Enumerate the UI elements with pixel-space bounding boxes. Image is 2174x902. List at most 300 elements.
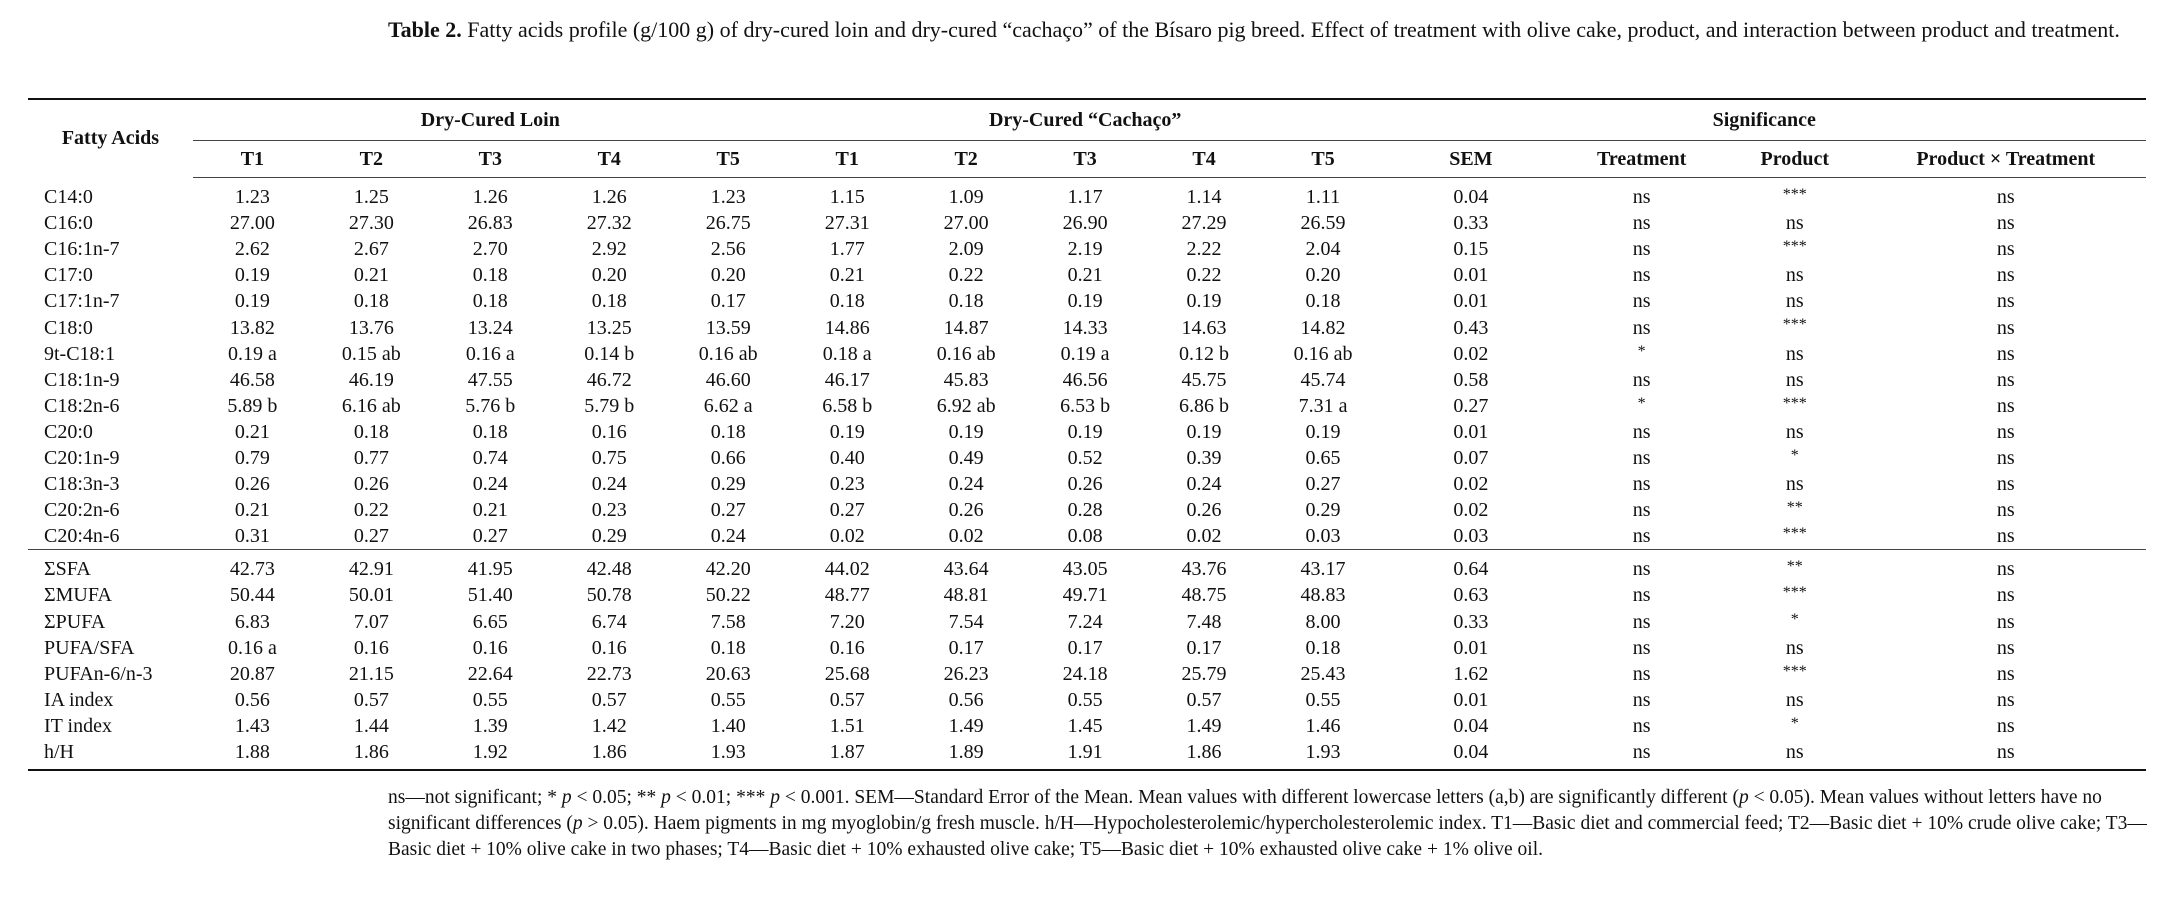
table-cell: 0.24 bbox=[710, 525, 746, 548]
column-header: T5 bbox=[1264, 141, 1383, 178]
table-row bbox=[28, 178, 2146, 211]
table-cell: 50.78 bbox=[586, 584, 632, 607]
table-cell: 0.26 bbox=[234, 473, 270, 496]
table-cell: ** bbox=[1724, 550, 1865, 583]
table-cell: 0.31 bbox=[234, 525, 270, 548]
table-cell: 2.09 bbox=[948, 238, 984, 261]
table-cell: 6.53 b bbox=[1060, 394, 1111, 417]
table-cell: ns bbox=[1559, 739, 1724, 770]
table-cell: 0.19 bbox=[234, 264, 270, 287]
table-cell: 0.28 bbox=[1067, 499, 1103, 522]
table-cell: ns bbox=[1785, 688, 1804, 711]
table-cell: *** bbox=[1782, 186, 1807, 203]
table-cell: 13.82 bbox=[229, 316, 275, 339]
table-cell: 0.03 bbox=[1305, 525, 1341, 548]
table-cell: 2.56 bbox=[710, 238, 746, 261]
caption-text: Fatty acids profile (g/100 g) of dry-cured loin and dry-cured “cachaço” of the Bísaro pig breed. Effect of treatment with olive cake, product, and interaction between product and treatment. bbox=[467, 17, 2120, 42]
table-cell: 0.02 bbox=[1186, 525, 1222, 548]
table-cell: 0.52 bbox=[1067, 446, 1103, 469]
table-cell: 7.58 bbox=[710, 610, 746, 633]
table-cell: 0.19 bbox=[1067, 290, 1103, 313]
table-row bbox=[28, 582, 2146, 608]
footnote-text: < 0.05). Mean values without letters have no significant differences ( bbox=[388, 787, 2102, 834]
table-cell: 0.02 bbox=[948, 525, 984, 548]
table-cell: ns bbox=[1632, 714, 1651, 737]
table-cell: 0.27 bbox=[472, 525, 508, 548]
table-cell: 0.18 bbox=[472, 420, 508, 443]
table-cell: 0.16 bbox=[591, 636, 627, 659]
table-row bbox=[28, 314, 2146, 340]
table-cell: 6.92 ab bbox=[936, 394, 996, 417]
table-cell: 1.92 bbox=[431, 739, 550, 770]
table-cell: 2.92 bbox=[591, 238, 627, 261]
table-cell: 7.07 bbox=[353, 610, 389, 633]
table-cell: ns bbox=[1632, 264, 1651, 287]
table-cell: 0.16 bbox=[591, 420, 627, 443]
table-cell: ns bbox=[1996, 662, 2015, 685]
row-label: 9t-C18:1 bbox=[44, 342, 116, 365]
table-cell: 0.18 bbox=[353, 290, 389, 313]
column-header: T4 bbox=[1145, 141, 1264, 178]
table-cell: 0.04 bbox=[1453, 714, 1489, 737]
table-cell: 43.76 bbox=[1145, 550, 1264, 583]
table-cell: 1.86 bbox=[550, 739, 669, 770]
row-label: ΣPUFA bbox=[44, 610, 106, 633]
table-cell: 0.57 bbox=[591, 688, 627, 711]
table-cell: 14.87 bbox=[943, 316, 989, 339]
table-cell: 0.02 bbox=[829, 525, 865, 548]
table-cell: 0.01 bbox=[1453, 636, 1489, 659]
table-cell: 1.26 bbox=[591, 186, 627, 209]
table-cell: 22.73 bbox=[586, 662, 632, 685]
table-cell: 46.19 bbox=[348, 368, 394, 391]
table-cell: 0.01 bbox=[1453, 420, 1489, 443]
table-cell: 48.75 bbox=[1181, 584, 1227, 607]
table-cell: 6.62 a bbox=[703, 394, 753, 417]
table-body bbox=[28, 178, 2146, 771]
table-cell: 0.16 ab bbox=[936, 342, 996, 365]
table-cell: 0.18 bbox=[948, 290, 984, 313]
table-cell: 48.77 bbox=[824, 584, 870, 607]
table-cell: * bbox=[1790, 446, 1799, 464]
table-cell: 1.17 bbox=[1067, 186, 1103, 209]
footnote-text: < 0.05; ** bbox=[571, 787, 662, 808]
footnote-text: < 0.001. SEM—Standard Error of the Mean. Mean values with different lowercase letters (a,b) are significantly different ( bbox=[779, 787, 1739, 808]
row-label: IT index bbox=[44, 714, 112, 737]
table-cell: 0.20 bbox=[710, 264, 746, 287]
table-cell: 7.48 bbox=[1186, 610, 1222, 633]
table-cell: 27.32 bbox=[586, 212, 632, 235]
table-cell: 1.39 bbox=[472, 714, 508, 737]
table-cell: ns bbox=[1632, 186, 1651, 209]
table-cell: ns bbox=[1785, 636, 1804, 659]
table-cell: ns bbox=[1632, 473, 1651, 496]
table-cell: 7.54 bbox=[948, 610, 984, 633]
table-cell: 0.16 bbox=[472, 636, 508, 659]
table-cell: ns bbox=[1559, 550, 1724, 583]
table-cell: 0.18 bbox=[710, 420, 746, 443]
row-label: C18:1n-9 bbox=[44, 368, 120, 391]
table-cell: 0.18 bbox=[472, 290, 508, 313]
fatty-acids-table bbox=[28, 98, 2146, 771]
table-cell: ns bbox=[1785, 290, 1804, 313]
table-cell: 1.11 bbox=[1305, 186, 1341, 209]
table-cell: 1.09 bbox=[948, 186, 984, 209]
table-cell: 0.40 bbox=[829, 446, 865, 469]
table-cell: ns bbox=[1996, 394, 2015, 417]
table-cell: 1.42 bbox=[591, 714, 627, 737]
table-cell: 1.91 bbox=[1026, 739, 1145, 770]
table-cell: ns bbox=[1785, 264, 1804, 287]
table-cell: ns bbox=[1632, 420, 1651, 443]
table-cell: 0.27 bbox=[353, 525, 389, 548]
table-cell: 2.22 bbox=[1186, 238, 1222, 261]
table-cell: 48.83 bbox=[1300, 584, 1346, 607]
table-cell: 27.30 bbox=[348, 212, 394, 235]
table-cell: 45.83 bbox=[943, 368, 989, 391]
table-cell: 7.31 a bbox=[1298, 394, 1348, 417]
header-fatty-acids: Fatty Acids bbox=[28, 99, 193, 178]
table-cell: 26.75 bbox=[705, 212, 751, 235]
table-cell: 0.22 bbox=[1186, 264, 1222, 287]
table-cell: 0.15 ab bbox=[341, 342, 401, 365]
table-cell: 14.86 bbox=[824, 316, 870, 339]
table-cell: 25.68 bbox=[824, 662, 870, 685]
table-cell: 0.19 a bbox=[1060, 342, 1110, 365]
table-cell: 1.26 bbox=[472, 186, 508, 209]
table-cell: ns bbox=[1632, 212, 1651, 235]
table-cell: 0.33 bbox=[1453, 212, 1489, 235]
table-cell: 0.39 bbox=[1186, 446, 1222, 469]
table-cell: 2.70 bbox=[472, 238, 508, 261]
table-cell: 0.55 bbox=[1305, 688, 1341, 711]
table-cell: 51.40 bbox=[467, 584, 513, 607]
table-cell: 1.40 bbox=[710, 714, 746, 737]
table-cell: 0.19 bbox=[1186, 420, 1222, 443]
table-row bbox=[28, 367, 2146, 393]
table-cell: 0.17 bbox=[710, 290, 746, 313]
table-cell: 27.29 bbox=[1181, 212, 1227, 235]
table-row bbox=[28, 497, 2146, 523]
row-label: ΣSFA bbox=[28, 550, 193, 583]
row-label: C20:1n-9 bbox=[44, 446, 120, 469]
table-cell: ns bbox=[1632, 636, 1651, 659]
table-row bbox=[28, 635, 2146, 661]
table-cell: 0.18 a bbox=[822, 342, 872, 365]
column-header: T3 bbox=[1026, 141, 1145, 178]
table-cell: 0.27 bbox=[829, 499, 865, 522]
row-label: C20:2n-6 bbox=[44, 499, 120, 522]
table-cell: 0.18 bbox=[353, 420, 389, 443]
table-cell: 0.07 bbox=[1453, 446, 1489, 469]
table-cell: 0.18 bbox=[1305, 636, 1341, 659]
row-label: C17:1n-7 bbox=[44, 290, 120, 313]
table-cell: 0.58 bbox=[1453, 368, 1489, 391]
header-group-dry-cured-cachaco: Dry-Cured “Cachaço” bbox=[788, 99, 1383, 141]
table-cell: 0.79 bbox=[234, 446, 270, 469]
table-cell: 0.26 bbox=[1067, 473, 1103, 496]
table-cell: 0.19 bbox=[1186, 290, 1222, 313]
table-cell: 0.63 bbox=[1453, 584, 1489, 607]
table-cell: 0.17 bbox=[948, 636, 984, 659]
table-cell: 0.12 b bbox=[1179, 342, 1230, 365]
table-cell: 0.20 bbox=[1305, 264, 1341, 287]
table-cell: 0.04 bbox=[1383, 739, 1560, 770]
table-row bbox=[28, 471, 2146, 497]
table-cell: ns bbox=[1632, 368, 1651, 391]
table-cell: ns bbox=[1632, 290, 1651, 313]
table-cell: 27.31 bbox=[824, 212, 870, 235]
table-cell: 1.89 bbox=[907, 739, 1026, 770]
table-cell: ns bbox=[1996, 714, 2015, 737]
table-cell: 50.22 bbox=[705, 584, 751, 607]
table-cell: ns bbox=[1632, 316, 1651, 339]
table-cell: 0.55 bbox=[710, 688, 746, 711]
table-row bbox=[28, 393, 2146, 419]
table-cell: 13.59 bbox=[705, 316, 751, 339]
row-label: C16:0 bbox=[44, 212, 93, 235]
table-cell: 7.20 bbox=[829, 610, 865, 633]
table-cell: 1.14 bbox=[1186, 186, 1222, 209]
table-cell: *** bbox=[1782, 394, 1807, 412]
table-cell: 1.46 bbox=[1305, 714, 1341, 737]
table-cell: ns bbox=[1632, 238, 1651, 261]
row-label: h/H bbox=[28, 739, 193, 770]
column-header: Product bbox=[1724, 141, 1865, 178]
table-cell: 0.56 bbox=[948, 688, 984, 711]
table-cell: 5.79 b bbox=[584, 394, 635, 417]
table-cell: 41.95 bbox=[431, 550, 550, 583]
table-row bbox=[28, 236, 2146, 262]
table-cell: 1.86 bbox=[312, 739, 431, 770]
table-cell: 42.20 bbox=[669, 550, 788, 583]
table-cell: 0.19 a bbox=[227, 342, 277, 365]
table-cell: 0.15 bbox=[1453, 238, 1489, 261]
table-cell: 14.33 bbox=[1062, 316, 1108, 339]
table-cell: 1.15 bbox=[829, 186, 865, 209]
table-cell: 0.21 bbox=[234, 420, 270, 443]
table-cell: 0.57 bbox=[829, 688, 865, 711]
table-cell: ns bbox=[1996, 499, 2015, 522]
table-cell: 25.79 bbox=[1181, 662, 1227, 685]
table-cell: ns bbox=[1865, 739, 2146, 770]
table-cell: 0.27 bbox=[710, 499, 746, 522]
table-cell: 0.65 bbox=[1305, 446, 1341, 469]
table-cell: ns bbox=[1996, 316, 2015, 339]
table-cell: 2.62 bbox=[234, 238, 270, 261]
table-cell: 13.25 bbox=[586, 316, 632, 339]
table-cell: 26.23 bbox=[943, 662, 989, 685]
table-cell: 0.01 bbox=[1453, 688, 1489, 711]
row-label: ΣMUFA bbox=[44, 584, 112, 607]
footnote-text: ns—not significant; * bbox=[388, 787, 562, 808]
table-cell: ns bbox=[1996, 610, 2015, 633]
table-cell: 0.17 bbox=[1186, 636, 1222, 659]
table-cell: 0.19 bbox=[234, 290, 270, 313]
table-cell: 13.76 bbox=[348, 316, 394, 339]
table-cell: 0.22 bbox=[948, 264, 984, 287]
table-cell: *** bbox=[1782, 584, 1807, 602]
table-cell: 6.65 bbox=[472, 610, 508, 633]
table-cell: ns bbox=[1996, 688, 2015, 711]
table-row bbox=[28, 713, 2146, 739]
table-cell: 6.16 ab bbox=[341, 394, 401, 417]
table-cell: * bbox=[1637, 394, 1646, 412]
table-cell: 14.82 bbox=[1300, 316, 1346, 339]
table-cell: 1.44 bbox=[353, 714, 389, 737]
caption-label: Table 2. bbox=[388, 17, 462, 42]
table-cell: ns bbox=[1996, 446, 2015, 469]
table-cell: 0.24 bbox=[948, 473, 984, 496]
table-cell: 2.19 bbox=[1067, 238, 1103, 261]
table-cell: 0.16 bbox=[829, 636, 865, 659]
table-cell: ns bbox=[1632, 525, 1651, 548]
table-cell: ns bbox=[1996, 584, 2015, 607]
table-cell: 1.88 bbox=[193, 739, 312, 770]
table-cell: 0.21 bbox=[234, 499, 270, 522]
table-cell: ns bbox=[1996, 264, 2015, 287]
column-header-row bbox=[28, 141, 2146, 178]
table-cell: 0.22 bbox=[353, 499, 389, 522]
table-cell: 46.72 bbox=[586, 368, 632, 391]
table-cell: 1.45 bbox=[1067, 714, 1103, 737]
table-caption bbox=[388, 12, 2158, 48]
row-label: C18:3n-3 bbox=[44, 473, 120, 496]
table-cell: 0.24 bbox=[1186, 473, 1222, 496]
table-cell: 0.21 bbox=[829, 264, 865, 287]
table-cell: * bbox=[1790, 610, 1799, 628]
table-cell: 0.27 bbox=[1453, 394, 1489, 417]
table-row bbox=[28, 419, 2146, 445]
table-cell: 43.64 bbox=[907, 550, 1026, 583]
table-cell: 0.19 bbox=[1305, 420, 1341, 443]
table-cell: ns bbox=[1996, 290, 2015, 313]
table-cell: 1.43 bbox=[234, 714, 270, 737]
table-cell: ns bbox=[1865, 550, 2146, 583]
footnote-p-symbol: p bbox=[661, 787, 671, 808]
table-cell: 26.83 bbox=[467, 212, 513, 235]
table-cell: 0.75 bbox=[591, 446, 627, 469]
table-cell: ns bbox=[1996, 525, 2015, 548]
table-cell: ns bbox=[1996, 186, 2015, 209]
table-cell: 0.26 bbox=[353, 473, 389, 496]
table-cell: 1.51 bbox=[829, 714, 865, 737]
table-row bbox=[28, 210, 2146, 236]
table-cell: 0.55 bbox=[472, 688, 508, 711]
column-header: Treatment bbox=[1559, 141, 1724, 178]
column-header: SEM bbox=[1383, 141, 1560, 178]
table-cell: 0.29 bbox=[591, 525, 627, 548]
table-row bbox=[28, 288, 2146, 314]
table-cell: ns bbox=[1996, 368, 2015, 391]
table-cell: 0.04 bbox=[1453, 186, 1489, 209]
row-label: C18:0 bbox=[44, 316, 93, 339]
table-row bbox=[28, 687, 2146, 713]
table-row bbox=[28, 661, 2146, 687]
table-cell: 8.00 bbox=[1305, 610, 1341, 633]
table-cell: 0.55 bbox=[1067, 688, 1103, 711]
table-cell: ns bbox=[1724, 739, 1865, 770]
table-cell: ns bbox=[1996, 238, 2015, 261]
table-cell: 0.19 bbox=[829, 420, 865, 443]
column-header: T1 bbox=[788, 141, 907, 178]
row-label: IA index bbox=[44, 688, 114, 711]
table-cell: 1.93 bbox=[669, 739, 788, 770]
table-cell: 24.18 bbox=[1062, 662, 1108, 685]
table-cell: 0.77 bbox=[353, 446, 389, 469]
table-cell: 0.56 bbox=[234, 688, 270, 711]
table-cell: 26.90 bbox=[1062, 212, 1108, 235]
table-cell: 0.21 bbox=[472, 499, 508, 522]
table-cell: 44.02 bbox=[788, 550, 907, 583]
table-cell: ns bbox=[1785, 368, 1804, 391]
table-cell: ns bbox=[1785, 473, 1804, 496]
table-cell: 43.17 bbox=[1264, 550, 1383, 583]
table-cell: 0.64 bbox=[1383, 550, 1560, 583]
table-cell: 0.02 bbox=[1453, 342, 1489, 365]
table-cell: ns bbox=[1996, 473, 2015, 496]
table-cell: 0.29 bbox=[1305, 499, 1341, 522]
table-row bbox=[28, 341, 2146, 367]
table-cell: 0.26 bbox=[1186, 499, 1222, 522]
column-header: T2 bbox=[312, 141, 431, 178]
table-cell: 0.74 bbox=[472, 446, 508, 469]
table-cell: 1.87 bbox=[788, 739, 907, 770]
table-cell: 1.49 bbox=[1186, 714, 1222, 737]
table-cell: 0.24 bbox=[472, 473, 508, 496]
table-cell: 0.03 bbox=[1453, 525, 1489, 548]
table-header bbox=[28, 99, 2146, 178]
table-cell: *** bbox=[1782, 525, 1807, 543]
table-cell: 1.77 bbox=[829, 238, 865, 261]
row-label: C18:2n-6 bbox=[44, 394, 120, 417]
table-cell: 5.89 b bbox=[227, 394, 278, 417]
table-cell: *** bbox=[1782, 316, 1807, 334]
table-cell: 7.24 bbox=[1067, 610, 1103, 633]
table-cell: 0.27 bbox=[1305, 473, 1341, 496]
table-cell: 2.67 bbox=[353, 238, 389, 261]
column-header: T4 bbox=[550, 141, 669, 178]
table-row bbox=[28, 445, 2146, 471]
row-label: PUFA/SFA bbox=[44, 636, 135, 659]
column-header: T1 bbox=[193, 141, 312, 178]
table-cell: 5.76 b bbox=[465, 394, 516, 417]
table-cell: ns bbox=[1785, 342, 1804, 365]
table-cell: 0.18 bbox=[829, 290, 865, 313]
table-cell: ns bbox=[1996, 212, 2015, 235]
table-cell: 22.64 bbox=[467, 662, 513, 685]
table-cell: * bbox=[1790, 714, 1799, 732]
table-cell: ns bbox=[1632, 610, 1651, 633]
table-cell: 27.00 bbox=[229, 212, 275, 235]
table-cell: 46.17 bbox=[824, 368, 870, 391]
table-cell: ns bbox=[1632, 688, 1651, 711]
table-cell: 50.44 bbox=[229, 584, 275, 607]
table-cell: 6.83 bbox=[234, 610, 270, 633]
table-cell: 0.18 bbox=[472, 264, 508, 287]
header-group-significance: Significance bbox=[1383, 99, 2146, 141]
table-cell: 21.15 bbox=[348, 662, 394, 685]
column-header: T3 bbox=[431, 141, 550, 178]
fatty-acids-table-container bbox=[28, 98, 2146, 771]
table-cell: 1.49 bbox=[948, 714, 984, 737]
table-cell: 20.87 bbox=[229, 662, 275, 685]
table-cell: 45.75 bbox=[1181, 368, 1227, 391]
table-cell: 0.02 bbox=[1453, 473, 1489, 496]
table-cell: 0.16 a bbox=[227, 636, 277, 659]
row-label: PUFAn-6/n-3 bbox=[44, 662, 153, 685]
table-cell: 2.04 bbox=[1305, 238, 1341, 261]
